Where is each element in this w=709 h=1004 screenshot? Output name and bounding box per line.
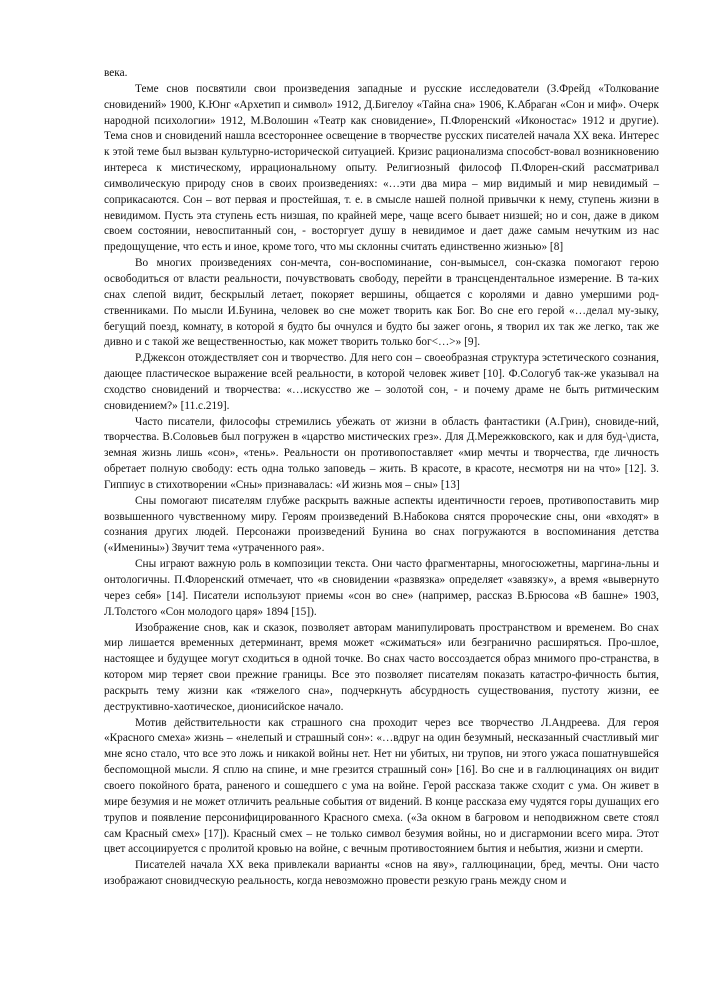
paragraph-composition: Сны играют важную роль в композиции текста. Они часто фрагментарны, многосюжетны, маргина-льны и онтологичны. П.Флоренский отмечает, что «в сновидении «развязка» определяет «завязку», а время «вывернуто через себя» [14]. Писатели используют приемы «сон во сне» (например, рассказ В.Брюсова «В башне» 1903, Л.Толстого «Сон молодого царя» 1894 [15]). — [104, 558, 659, 618]
paragraph-dream-researchers: Теме снов посвятили свои произведения западные и русские исследователи (З.Фрейд «Толкование сновидений» 1900, К.Юнг «Архетип и символ» 1912, Д.Бигелоу «Тайна сна» 1906, К.Абраган «Сон и миф». Очерк народной психологии» 1912, М.Волошин «Театр как сновидение», П.Флоренский «Иконостас» 1912 и другие). Тема снов и сновидений нашла всестороннее освещение в творчестве русских писателей начала XX века. Интерес к этой теме был вызван культурно-исторической ситуацией. Кризис рационализма способст-вовал возникновению интереса к мистическому, иррациональному опыту. Религиозный философ П.Флорен-ский рассматривал символическую природу снов в своих произведениях: «…эти два мира – мир видимый и мир невидимый – соприкасаются. Сон – вот первая и простейшая, т. е. в смысле нашей полной привычки к нему, ступень жизни в невидимом. Пусть эта ступень есть низшая, по крайней мере, чаще всего бывает низшей; но и сон, даже в диком своем состоянии, невоспитанный сон, - восторгует душу в невидимое и дает даже самым нечутким из нас предощущение, что есть и иное, кроме того, что мы склонны считать единственно жизнью» [8] — [104, 82, 659, 254]
paragraph-space-time: Изображение снов, как и сказок, позволяет авторам манипулировать пространством и временем. Во снах мир лишается временных детерминант, время может «сжиматься» или безгранично расширяться. Про-шлое, настоящее и будущее могут сходиться в одной точке. Во снах часто воссоздается образ мнимого про-странства, в котором мир теряет свои прежние границы. Все это позволяет писателям показать катастро-фичность бытия, раскрыть тему жизни как «тяжелого сна», подчеркнуть абсурдность существования, пустоту жизни, ее деструктивно-хаотическое, дионисийское начало. — [104, 621, 659, 713]
paragraph-dream-creativity: Р.Джексон отождествляет сон и творчество. Для него сон – своеобразная структура эстетического сознания, дающее пластическое выражение всей реальности, в которой человек живет [10]. Ф.Сологуб так-же указывал на сходство сновидений и творчества: «…искусство же – золотой сон, - и почему драме не быть ритмическим сновидением?» [11.с.219]. — [104, 352, 659, 412]
paragraph-identity: Сны помогают писателям глубже раскрыть важные аспекты идентичности героев, противопоставить мир возвышенного чувственному миру. Героям произведений В.Набокова снятся пророческие сны, они «входят» в сознания других людей. Персонажи произведений Бунина во снах погружаются в воспоминания детства («Именины») Звучит тема «утраченного рая». — [104, 494, 659, 555]
paragraph-waking-dreams: Писателей начала XX века привлекали варианты «снов на яву», галлюцинации, бред, мечты. Они часто изображают сновидческую реальность, когда невозможно провести резкую грань между сном и — [104, 859, 659, 888]
paragraph-andreev: Мотив действительности как страшного сна проходит через все творчество Л.Андреева. Для героя «Красного смеха» жизнь – «нелепый и страшный сон»: «…вдруг на один безумный, несказанный счастливый миг мне ясно стало, что все это ложь и никакой войны нет. Нет ни убитых, ни трупов, ни этого ужаса пошатнувшейся беспомощной мысли. Я сплю на спине, и мне грезится страшный сон» [16]. Во сне и в галлюцинациях он видит своего покойного брата, раненого и сошедшего с ума на войне. Герой рассказа также сходит с ума. Он живет в мире безумия и не может отличить реальные события от видений. В конце рассказа ему чудятся горы душащих его трупов и появление персонифицированного Красного смеха. («За окном в багровом и неподвижном свете стоял сам Красный смех» [17]). Красный смех – не только символ безумия войны, но и дисгармонии всего мира. Этот цвет ассоциируется с пролитой кровью на войне, с вечным противостоянием бытия и небытия, жизни и смерти. — [104, 716, 659, 856]
paragraph-escape-fantasy: Часто писатели, философы стремились убежать от жизни в область фантастики (А.Грин), сновиде-ний, творчества. В.Соловьев был погружен в «царство мистических грез». Для Д.Мережковского, как и для буд-\диста, земная жизнь лишь «сон», «тень». Реальности он противопоставляет «мир мечты и творчества, где личность обретает полную свободу: есть одна только заповедь – жить. В красоте, в красоте, несмотря ни на что» [12]. З. Гиппиус в стихотворении «Сны» признавалась: «И жизнь моя – сны» [13] — [104, 415, 659, 491]
paragraph-continuation: века. — [104, 67, 128, 79]
paragraph-dream-freedom: Во многих произведениях сон-мечта, сон-воспоминание, сон-вымысел, сон-сказка помогают герою освободиться от власти реальности, почувствовать свободу, перейти в трансцендентальное измерение. В та-ких снах слепой видит, бескрылый летает, покоряет вершины, общается с королями и давно умершими род-ственниками. По мысли И.Бунина, человек во сне может творить как Бог. Во сне его герой «…делал му-зыку, бегущий поезд, комнату, в которой я будто бы очнулся и будто бы зажег огонь, я творил их так же легко, так же дивно и с такой же вещественностью, как может творить только бог<…>» [9]. — [104, 257, 659, 349]
document-page — [104, 66, 659, 890]
